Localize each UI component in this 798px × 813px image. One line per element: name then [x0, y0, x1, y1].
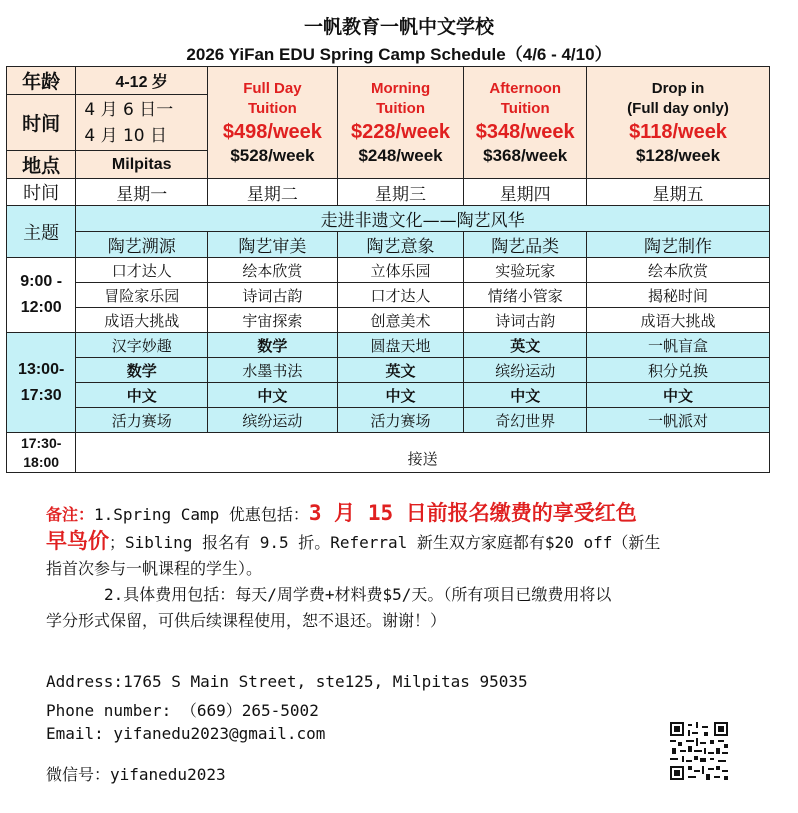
day-mon: 星期一	[76, 179, 208, 206]
day-thu: 星期四	[464, 179, 587, 206]
regular-price: $248/week	[358, 145, 443, 165]
age-label: 年龄	[7, 67, 76, 95]
activity-cell: 一帆盲盒	[587, 333, 770, 358]
theme-title: 走进非遗文化——陶艺风华	[76, 206, 770, 232]
early-price: $498/week	[222, 120, 322, 143]
activity-cell: 活力赛场	[337, 408, 464, 433]
activity-cell: 圆盘天地	[337, 333, 464, 358]
activity-cell: 奇幻世界	[464, 408, 587, 433]
regular-price: $528/week	[230, 145, 315, 165]
plan-name: Afternoon	[489, 79, 562, 97]
date-start: 4 月 6 日一	[84, 99, 174, 120]
activity-cell: 汉字妙趣	[76, 333, 208, 358]
morning-time-end: 12:00	[20, 299, 62, 316]
activity-cell: 中文	[337, 383, 464, 408]
date-range	[76, 95, 208, 151]
time-label: 时间	[7, 95, 76, 151]
day-wed: 星期三	[337, 179, 464, 206]
activity-cell: 一帆派对	[587, 408, 770, 433]
activity-cell: 绘本欣赏	[587, 258, 770, 283]
activity-cell: 冒险家乐园	[76, 283, 208, 308]
morning-time-start: 9:00 -	[20, 273, 63, 290]
plan-subname: (Full day only)	[627, 99, 729, 117]
subtheme: 陶艺审美	[208, 232, 338, 258]
pickup-time	[7, 433, 76, 473]
school-name: 一帆教育一帆中文学校	[303, 16, 494, 38]
early-bird-text: 3 月 15 日前报名缴费的享受红色	[308, 501, 637, 525]
activity-cell: 中文	[464, 383, 587, 408]
date-end: 4 月 10 日	[84, 125, 168, 146]
address: Address:1765 S Main Street, ste125, Milpitas 95035	[46, 672, 528, 691]
subtheme: 陶艺意象	[337, 232, 464, 258]
plan-name: Drop in	[651, 79, 705, 97]
note-2-line-1: 2.具体费用包括：每天/周学费+材料费$5/天。（所有项目已缴费用将以	[104, 585, 612, 604]
activity-cell: 中文	[76, 383, 208, 408]
regular-price: $128/week	[635, 145, 721, 165]
plan-morning	[337, 67, 464, 179]
activity-cell: 口才达人	[337, 283, 464, 308]
note-2-line-2: 学分形式保留，可供后续课程使用，恕不退还。谢谢！）	[46, 611, 447, 630]
schedule-title: 2026 YiFan EDU Spring Camp Schedule（4/6 - 4/10）	[186, 45, 612, 64]
afternoon-time	[7, 333, 76, 433]
activity-cell: 绘本欣赏	[208, 258, 338, 283]
activity-cell: 缤纷运动	[208, 408, 338, 433]
note-1-line-3: 指首次参与一帆课程的学生）。	[46, 559, 263, 578]
activity-cell: 口才达人	[76, 258, 208, 283]
subtheme: 陶艺制作	[587, 232, 770, 258]
activity-cell: 揭秘时间	[587, 283, 770, 308]
afternoon-time-end: 17:30	[20, 386, 62, 404]
plan-subname: Tuition	[247, 99, 297, 117]
activity-cell: 数学	[208, 333, 338, 358]
subtheme: 陶艺品类	[464, 232, 587, 258]
notes	[46, 500, 766, 634]
activity-cell: 立体乐园	[337, 258, 464, 283]
activity-cell: 积分兑换	[587, 358, 770, 383]
activity-cell: 诗词古韵	[464, 308, 587, 333]
note-1-line-2	[46, 528, 766, 556]
place-label: 地点	[7, 151, 76, 179]
plan-name: Morning	[370, 79, 431, 97]
pickup-label: 接送	[76, 433, 770, 473]
email: Email: yifanedu2023@gmail.com	[46, 724, 326, 743]
note-prefix: 备注：	[46, 505, 95, 524]
activity-cell: 中文	[208, 383, 338, 408]
activity-cell: 宇宙探索	[208, 308, 338, 333]
qr-code-icon	[670, 722, 728, 780]
activity-cell: 活力赛场	[76, 408, 208, 433]
early-bird-price: 早鸟价	[46, 529, 109, 553]
activity-cell: 中文	[587, 383, 770, 408]
activity-cell: 成语大挑战	[587, 308, 770, 333]
note-1-text: 1.Spring Camp 优惠包括：	[94, 505, 309, 524]
place-value: Milpitas	[76, 151, 208, 179]
day-tue: 星期二	[208, 179, 338, 206]
plan-drop-in	[587, 67, 770, 179]
pickup-time-start: 17:30-	[20, 434, 62, 451]
phone: Phone number: （669）265-5002	[46, 701, 319, 720]
afternoon-time-start: 13:00-	[18, 360, 65, 378]
activity-cell: 成语大挑战	[76, 308, 208, 333]
regular-price: $368/week	[483, 145, 568, 165]
plan-name: Full Day	[243, 79, 302, 97]
activity-cell: 创意美术	[337, 308, 464, 333]
schedule-table	[6, 66, 770, 473]
morning-time	[7, 258, 76, 333]
early-price: $228/week	[351, 120, 451, 143]
age-value: 4-12 岁	[76, 67, 208, 95]
plan-subname: Tuition	[500, 99, 550, 117]
plan-afternoon	[464, 67, 587, 179]
activity-cell: 缤纷运动	[464, 358, 587, 383]
subtheme: 陶艺溯源	[76, 232, 208, 258]
activity-cell: 数学	[76, 358, 208, 383]
plan-subname: Tuition	[376, 99, 425, 117]
activity-cell: 英文	[464, 333, 587, 358]
activity-cell: 诗词古韵	[208, 283, 338, 308]
plan-full-day	[208, 67, 338, 179]
activity-cell: 实验玩家	[464, 258, 587, 283]
activity-cell: 水墨书法	[208, 358, 338, 383]
wechat: 微信号：yifanedu2023	[46, 765, 226, 784]
theme-label: 主题	[7, 206, 76, 258]
activity-cell: 情绪小管家	[464, 283, 587, 308]
early-price: $118/week	[629, 120, 727, 143]
pickup-time-end: 18:00	[23, 453, 60, 470]
early-price: $348/week	[475, 120, 575, 143]
day-fri: 星期五	[587, 179, 770, 206]
days-label: 时间	[7, 179, 76, 206]
note-1-line-1	[46, 500, 766, 528]
activity-cell: 英文	[337, 358, 464, 383]
note-1-sibling: ；Sibling 报名有 9.5 折。Referral 新生双方家庭都有$20 off（新生	[109, 533, 661, 552]
